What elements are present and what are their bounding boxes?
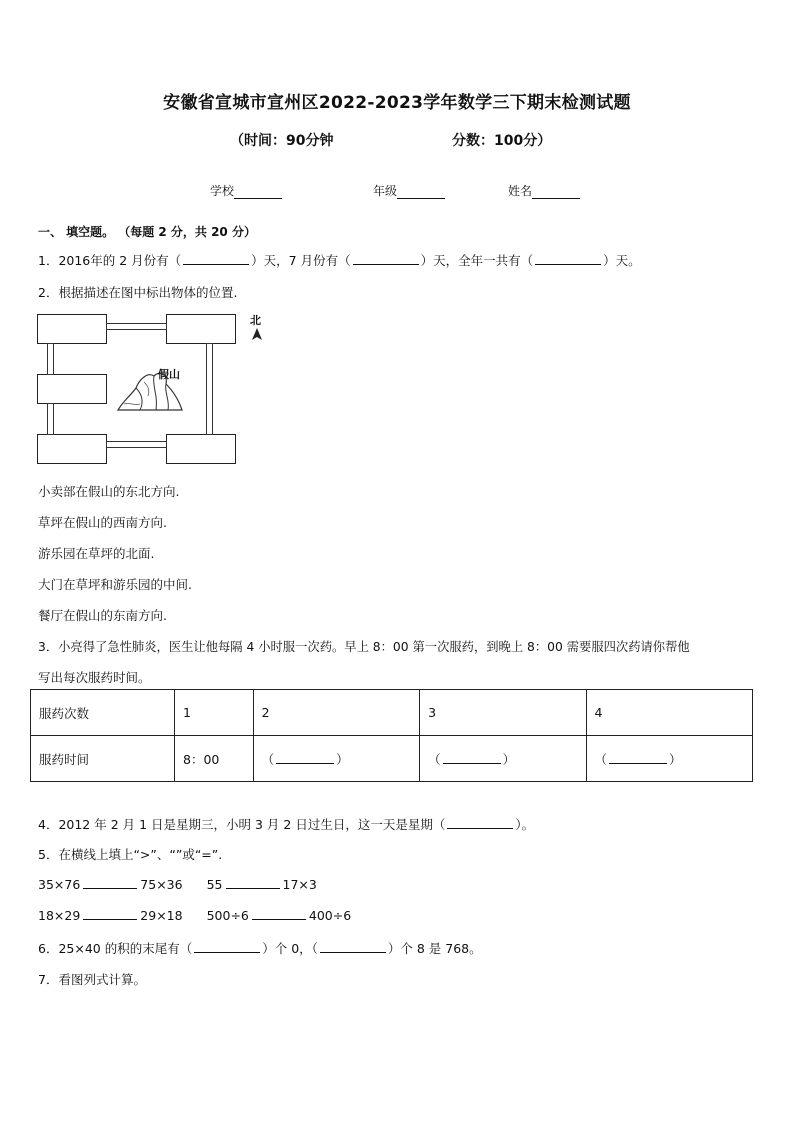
expr: 17×3 [282, 877, 317, 892]
school-field[interactable] [210, 182, 282, 199]
q1-blank-1[interactable] [183, 253, 249, 265]
question-3-line2: 写出每次服药时间。 [38, 670, 151, 685]
grade-label: 年级 [373, 184, 398, 198]
paren-close: ） [336, 751, 349, 767]
name-label: 姓名 [508, 184, 533, 198]
map-hill-label: 假山 [158, 368, 180, 381]
map-road-east [206, 343, 213, 435]
school-blank[interactable] [234, 186, 282, 199]
expr: 75×36 [140, 877, 183, 892]
compare-blank[interactable] [252, 908, 306, 920]
q6-text-b: ）个 0，（ [262, 941, 318, 956]
school-label: 学校 [210, 184, 235, 198]
question-5-row2 [38, 908, 351, 923]
statement-1: 小卖部在假山的东北方向. [38, 484, 180, 499]
score-label: 分数：100分） [452, 133, 552, 149]
paren-open: （ [594, 751, 608, 767]
question-7-prompt: 7．看图列式计算。 [38, 972, 146, 987]
map-road-west-lower [47, 403, 54, 435]
position-map [36, 308, 268, 462]
q6-text-c: ）个 8 是 768。 [387, 941, 482, 956]
question-2-prompt: 2．根据描述在图中标出物体的位置. [38, 285, 238, 300]
q1-blank-3[interactable] [535, 253, 601, 265]
time-label: （时间：90分钟 [230, 133, 334, 149]
compare-blank[interactable] [83, 908, 137, 920]
question-6 [38, 939, 482, 957]
q4-text-b: ）。 [515, 817, 535, 832]
map-box-southeast[interactable] [166, 434, 236, 464]
medication-table [30, 689, 753, 782]
name-field[interactable] [508, 182, 580, 199]
map-box-southwest[interactable] [37, 434, 107, 464]
table-cell: 2 [253, 690, 419, 736]
table-cell: 4 [586, 690, 752, 736]
table-cell: 服药时间 [31, 736, 175, 782]
expr: 500÷6 [206, 908, 249, 923]
statement-4: 大门在草坪和游乐园的中间. [38, 577, 192, 592]
paren-open: （ [261, 751, 275, 767]
table-cell: 1 [175, 690, 254, 736]
name-blank[interactable] [532, 186, 580, 199]
question-5-prompt: 5．在横线上填上“>”、“”或“=”. [38, 847, 223, 862]
paren-close: ） [502, 751, 516, 767]
q1-text-c: ）天，全年一共有（ [420, 253, 534, 268]
map-road-south [106, 441, 167, 448]
section-note: （每题 2 分，共 20 分） [124, 225, 256, 239]
answer-blank[interactable] [443, 752, 501, 764]
grade-field[interactable] [373, 182, 445, 199]
paren-open: （ [428, 751, 441, 767]
map-box-west[interactable] [37, 374, 107, 404]
statement-3: 游乐园在草坪的北面. [38, 546, 155, 561]
answer-cell[interactable] [420, 736, 586, 782]
map-box-northeast[interactable] [166, 314, 236, 344]
expr: 18×29 [38, 908, 81, 923]
map-north-label: 北 [250, 314, 261, 327]
map-road-west-upper [47, 343, 54, 375]
map-road-north [106, 323, 167, 330]
statement-5: 餐厅在假山的东南方向. [38, 608, 167, 623]
table-cell: 8：00 [175, 736, 254, 782]
question-5-row1 [38, 877, 317, 892]
answer-blank[interactable] [276, 752, 334, 764]
table-cell: 3 [420, 690, 586, 736]
answer-cell[interactable] [253, 736, 419, 782]
q1-text-b: ）天，7 月份有（ [251, 253, 351, 268]
map-box-northwest[interactable] [37, 314, 107, 344]
expr: 400÷6 [308, 908, 352, 923]
table-cell: 服药次数 [31, 690, 175, 736]
table-row [31, 736, 753, 782]
q1-text-d: ）天。 [603, 253, 641, 268]
q1-text-a: 1．2016年的 2 月份有（ [38, 253, 182, 268]
statement-2: 草坪在假山的西南方向. [38, 515, 167, 530]
answer-cell[interactable] [586, 736, 752, 782]
page-title: 安徽省宣城市宣州区2022-2023学年数学三下期末检测试题 [163, 93, 631, 113]
question-1 [38, 251, 641, 269]
q6-text-a: 6．25×40 的积的末尾有（ [38, 941, 193, 956]
q6-blank-1[interactable] [194, 941, 260, 953]
q1-blank-2[interactable] [353, 253, 419, 265]
table-row [31, 690, 753, 736]
question-3-line1: 3．小亮得了急性肺炎，医生让他每隔 4 小时服一次药。早上 8：00 第一次服药，到晚上 8：00 需要服四次药请你帮他 [38, 640, 690, 654]
grade-blank[interactable] [397, 186, 445, 199]
answer-blank[interactable] [609, 752, 667, 764]
q4-blank[interactable] [447, 817, 513, 829]
paren-close: ） [669, 751, 682, 767]
section-header [38, 223, 256, 240]
compare-blank[interactable] [83, 877, 137, 889]
question-4 [38, 815, 534, 833]
q4-text-a: 4．2012 年 2 月 1 日是星期三，小明 3 月 2 日过生日，这一天是星期（ [38, 817, 446, 832]
north-arrow-icon [252, 328, 262, 342]
expr: 55 [206, 877, 223, 892]
compare-blank[interactable] [226, 877, 280, 889]
section-label: 一、 填空题。 [38, 225, 115, 239]
q6-blank-2[interactable] [320, 941, 386, 953]
expr: 35×76 [38, 877, 81, 892]
expr: 29×18 [140, 908, 183, 923]
